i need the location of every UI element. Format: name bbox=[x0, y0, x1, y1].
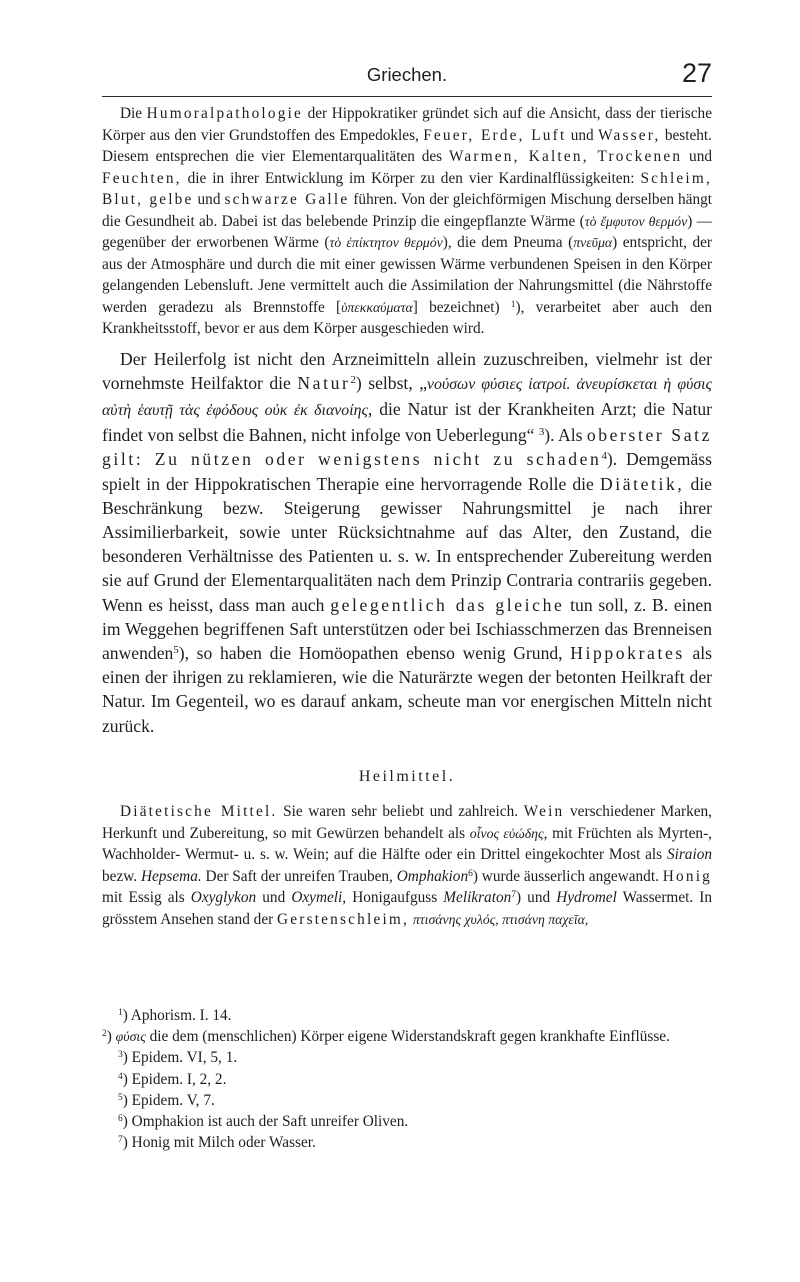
text-run: die in ihrer Entwicklung im Körper zu den vier Kardinalflüssigkeiten: bbox=[181, 169, 641, 187]
footnote-ref[interactable]: 7 bbox=[511, 890, 516, 901]
greek-term: τὸ ἔμφυτον θερμόν bbox=[584, 213, 688, 229]
footnote-text: ) Epidem. V, 7. bbox=[122, 1091, 215, 1109]
emphasis-term: oberster Satz gilt: Zu nützen oder wenigstens nicht zu schaden bbox=[102, 425, 713, 470]
footnote-4 bbox=[102, 1069, 712, 1090]
text-run: bezw. bbox=[102, 867, 141, 885]
text-run: ) entspricht, der aus der Atmosphäre und durch die mit einer gewissen Wärme verbundenen Speisen in den Körper gelangenden Lebensluft. Jene vermittelt auch die Assimilation der Nahrungsmittel (die Nährstoffe werden geradezu als Brennstoffe [ bbox=[102, 234, 712, 316]
italic-term: Oxyglykon bbox=[190, 889, 257, 907]
footnote-ref[interactable]: 4 bbox=[601, 450, 607, 463]
italic-term: Oxymeli, bbox=[291, 889, 347, 907]
text-run: ), verarbeitet aber auch den Krankheitsstoff, bevor er aus dem Körper ausgeschieden wird. bbox=[102, 298, 712, 337]
footnote-text: ) Omphakion ist auch der Saft unreifer Oliven. bbox=[122, 1113, 409, 1131]
text-run: ) selbst, „ bbox=[355, 372, 428, 393]
footnote-text: ) Epidem. VI, 5, 1. bbox=[122, 1049, 238, 1067]
text-run: verschiedener Marken, Herkunft und Zubereitung, so mit Gewürzen behandelt als bbox=[102, 803, 712, 842]
footnote-ref[interactable]: 2 bbox=[350, 373, 356, 386]
text-run: führen. Von der gleichförmigen Mischung derselben hängt die Gesundheit ab. Dabei ist das belebende Prinzip die eingepflanzte Wärme ( bbox=[102, 191, 713, 230]
text-run: der Hippokratiker gründet sich auf die Ansicht, dass der tierische Körper aus den vier Grundstoffen des Empedokles, bbox=[102, 105, 712, 144]
emphasis-term: Feuer, Erde, Luft bbox=[423, 126, 567, 144]
italic-term: Siraion bbox=[666, 846, 712, 864]
greek-quote: νούσων φύσιες ἰατροί. ἀνευρίσκεται ἡ φύσις αὐτὴ ἑαυτῇ τὰς ἐφόδους οὐκ ἐκ διανοίης bbox=[102, 375, 712, 419]
footnote-text: ) Aphorism. I. 14. bbox=[122, 1007, 232, 1024]
emphasis-term: Natur bbox=[297, 372, 351, 393]
text-run: ), so haben die Homöopathen ebenso wenig Grund, bbox=[178, 642, 571, 663]
text-run: und bbox=[193, 191, 225, 208]
footnote-2: $^2$) φύσις die dem (menschlichen) Körper eigene Widerstandskraft gegen krankhafte Einflüsse. bbox=[102, 1028, 670, 1046]
footnote-number: 1 bbox=[118, 1007, 123, 1018]
running-head bbox=[102, 60, 712, 97]
text-run: und bbox=[682, 148, 712, 165]
paragraph-humoralpathologie bbox=[102, 103, 712, 340]
footnote-6 bbox=[102, 1111, 712, 1132]
footnote-ref[interactable]: 6 bbox=[468, 868, 473, 879]
text-run: Der Heilerfolg ist nicht den Arzneimitteln allein zuzuschreiben, vielmehr ist der vornehmste Heilfaktor die bbox=[102, 348, 712, 393]
emphasis-term: Humoralpathologie bbox=[146, 105, 304, 122]
paragraph-diaetetische-mittel bbox=[102, 801, 712, 930]
footnote-1 bbox=[102, 1005, 712, 1026]
footnote-ref[interactable]: 3 bbox=[538, 426, 545, 439]
text-run: , mit Früchten als Myrten-, Wachholder- Wermut- u. s. w. Wein; auf die Hälfte oder ein Drittel eingekochter Most als bbox=[102, 824, 712, 864]
text-run: und bbox=[566, 126, 599, 144]
emphasis-term: Warmen, Kalten, Trockenen bbox=[449, 148, 683, 165]
emphasis-term: Gerstenschleim, bbox=[277, 910, 410, 928]
text-run: und bbox=[256, 889, 292, 907]
text-run: ) wurde äusserlich angewandt. bbox=[472, 867, 663, 885]
footnote-text: ) Epidem. I, 2, 2. bbox=[122, 1070, 227, 1088]
running-title: Griechen. bbox=[366, 64, 448, 85]
footnote-number: 6 bbox=[118, 1113, 123, 1124]
italic-term: Hepsema. bbox=[140, 867, 202, 885]
text-run: ) und bbox=[516, 889, 557, 907]
emphasis-term: Honig bbox=[662, 867, 712, 885]
text-run: tun soll, z. B. einen im Weggehen begriffenen Saft unterstützen oder bei Ischiasschmerzen das Brenneisen anwenden bbox=[102, 594, 713, 663]
emphasis-term: Wein bbox=[523, 803, 565, 821]
footnote-number: 3 bbox=[118, 1050, 123, 1061]
footnote-3 bbox=[102, 1047, 712, 1068]
footnote-number: 2 bbox=[102, 1029, 107, 1039]
footnote-ref[interactable]: 5 bbox=[173, 643, 179, 656]
text-run: ) — gegenüber der erworbenen Wärme ( bbox=[102, 212, 712, 251]
text-run: ). Als bbox=[544, 425, 587, 446]
text-run: Honigaufguss bbox=[346, 889, 444, 907]
italic-term: Hydromel bbox=[556, 889, 617, 907]
text-run: die Beschränkung bezw. Steigerung gewisser Nahrungsmittel je nach ihrer Assimilierbarkeit, sowie unter Rücksichtnahme auf das Alter, den Zustand, die besonderen Verhältnisse des Patienten u. s. w. In entsprechender Zubereitung werden sie auf Grund der Elementarqualitäten nach dem Prinzip Contraria contrariis gegeben. Wenn es heisst, dass man auch bbox=[102, 473, 712, 615]
greek-term: ὑπεκκαύματα bbox=[341, 299, 413, 315]
emphasis-term: Hippokrates bbox=[570, 642, 685, 663]
page-number: 27 bbox=[681, 58, 712, 88]
paragraph-heilerfolg bbox=[102, 347, 712, 738]
footnote-number: 5 bbox=[118, 1092, 123, 1103]
footnote-text: ) Honig mit Milch oder Wasser. bbox=[122, 1134, 316, 1152]
greek-term: φύσις bbox=[115, 1029, 146, 1045]
italic-term: Omphakion bbox=[396, 867, 469, 885]
footnote-5 bbox=[102, 1090, 712, 1111]
footnote-text: die dem (menschlichen) Körper eigene Widerstandskraft gegen krankhafte Einflüsse. bbox=[145, 1028, 670, 1046]
emphasis-term: Diätetische Mittel. bbox=[120, 803, 278, 821]
greek-term: οἶνος εὐώδης bbox=[469, 825, 544, 841]
footnote-number: 4 bbox=[118, 1071, 123, 1082]
text-run: besteht. Diesem entsprechen die vier Elementarqualitäten des bbox=[102, 126, 712, 165]
text-run: Wassermet. In grösstem Ansehen stand der bbox=[102, 889, 713, 928]
emphasis-term: schwarze Galle bbox=[224, 191, 350, 208]
greek-term: πνεῦμα bbox=[573, 235, 613, 250]
text-run: Sie waren sehr beliebt und zahlreich. bbox=[277, 803, 524, 821]
text-run: mit Essig als bbox=[102, 889, 191, 907]
section-heading: Heilmittel. bbox=[358, 767, 456, 785]
emphasis-term: Diätetik, bbox=[599, 473, 685, 494]
text-run: ). Demgemäss spielt in der Hippokratischen Therapie eine hervorragende Rolle die bbox=[102, 449, 712, 494]
text-run: Der Saft der unreifen Trauben, bbox=[201, 867, 397, 885]
italic-term: Melikraton bbox=[443, 889, 512, 907]
emphasis-term: Feuchten, bbox=[102, 169, 182, 187]
emphasis-term: Wasser, bbox=[598, 126, 661, 144]
greek-term: πτισάνης χυλός, πτισάνη παχεῖα, bbox=[412, 911, 589, 927]
footnotes bbox=[102, 1005, 712, 1153]
footnote-ref[interactable]: 1 bbox=[510, 299, 516, 310]
body-text bbox=[102, 103, 712, 930]
footnote-number: 7 bbox=[118, 1135, 123, 1146]
emphasis-term: gelegentlich das gleiche bbox=[330, 594, 565, 615]
text-run: als einen der ihrigen zu reklamieren, wie die Naturärzte wegen der betonten Heilkraft der Natur. Im Gegenteil, wo es darauf ankam, scheute man vor energischen Mitteln nicht zurück. bbox=[102, 642, 712, 736]
text-run: , die Natur ist der Krankheiten Arzt; die Natur findet von selbst die Bahnen, nicht infolge von Ueberlegung“ bbox=[102, 398, 712, 446]
text-run: Die bbox=[120, 105, 147, 122]
footnote-7 bbox=[102, 1132, 712, 1153]
text-run: ] bezeichnet) bbox=[412, 298, 511, 316]
text-run: ), die dem Pneuma ( bbox=[442, 234, 574, 251]
greek-term: τὸ ἐπίκτητον θερμόν bbox=[329, 235, 443, 250]
emphasis-term: Schleim, Blut, gelbe bbox=[102, 169, 712, 208]
